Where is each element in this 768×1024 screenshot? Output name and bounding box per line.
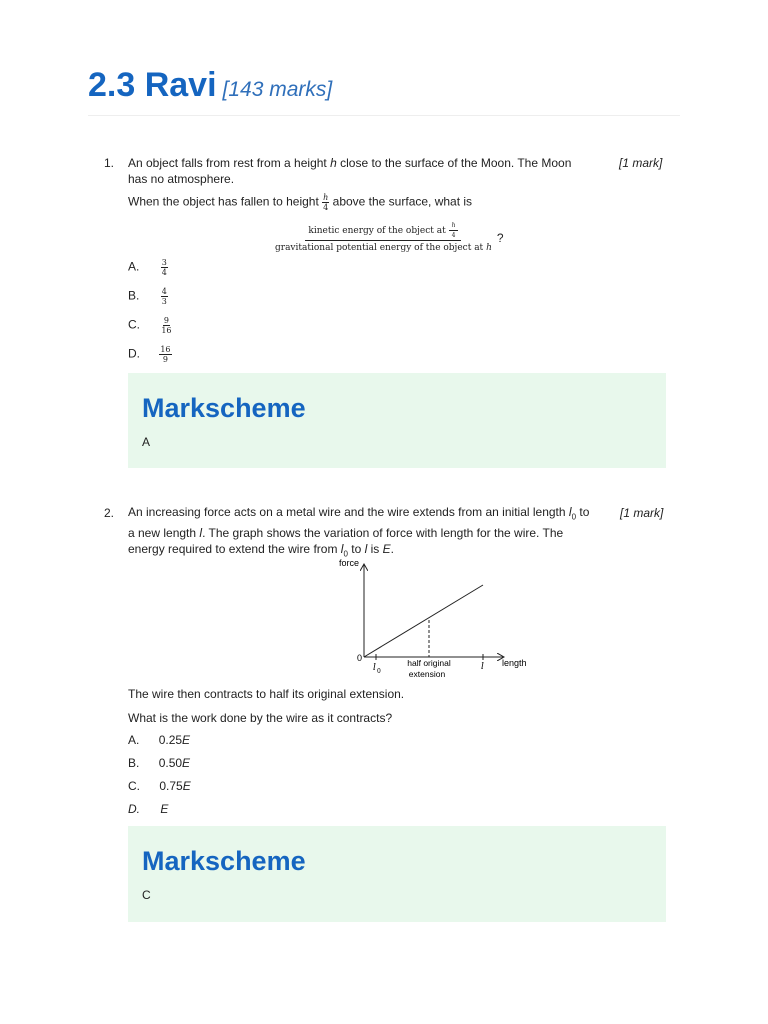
option-value: 0.75: [159, 779, 183, 793]
q2-l0: l: [568, 505, 572, 519]
option-letter: C.: [128, 317, 140, 332]
q2-mark: [1 mark]: [620, 506, 664, 520]
q2-to: to: [579, 505, 590, 519]
q2-after1: The wire then contracts to half its original extension.: [128, 687, 405, 701]
option-letter: B.: [128, 756, 140, 770]
option-value: 0.25: [158, 733, 183, 747]
q2-line2a: a new length: [128, 526, 197, 541]
q1-option-a[interactable]: [128, 258, 168, 277]
q2-line3-l: l: [364, 542, 368, 557]
ratio-question-mark: ?: [496, 231, 504, 245]
q2-option-a[interactable]: [128, 733, 190, 747]
markscheme-answer: A: [142, 435, 151, 449]
l-label: l: [481, 662, 484, 672]
header-divider: [88, 115, 680, 116]
frac-den: 16: [161, 326, 172, 335]
frac-den: 9: [162, 355, 168, 364]
q2-l0-sub: 0: [571, 512, 577, 522]
total-marks: [143 marks]: [222, 78, 333, 101]
markscheme-answer: C: [142, 888, 151, 902]
option-e: E: [182, 733, 191, 747]
q2-line3-to: to: [351, 542, 362, 557]
q1-option-d[interactable]: [128, 345, 172, 364]
q2-line3a: energy required to extend the wire from: [128, 542, 338, 557]
frac-num: 9: [163, 316, 169, 325]
markscheme-box-2: [128, 826, 666, 922]
q1-prompt: [128, 193, 472, 212]
q2-after2: What is the work done by the wire as it contracts?: [128, 711, 393, 725]
q2-line3-end: .: [390, 542, 395, 557]
q2-number: 2.: [104, 506, 115, 520]
q2-line3-e: E: [382, 542, 391, 557]
option-frac: [160, 316, 172, 335]
option-e: E: [182, 779, 191, 793]
frac-num: h: [323, 193, 329, 202]
option-letter: D.: [128, 346, 140, 361]
option-frac: [161, 258, 168, 277]
page-title: [88, 66, 332, 105]
q1-line2: has no atmosphere.: [128, 172, 235, 186]
q2-option-d[interactable]: [128, 802, 168, 816]
q1-line1: An object falls from rest from a height: [128, 156, 327, 170]
q2-line3-sub: 0: [343, 549, 348, 559]
option-frac: [159, 345, 171, 364]
option-letter: C.: [128, 779, 140, 793]
q1-number: 1.: [104, 156, 115, 170]
q1-option-c[interactable]: [128, 316, 173, 335]
q2-option-c[interactable]: [128, 779, 191, 793]
frac-den: 4: [323, 203, 329, 212]
markscheme-title: Markscheme: [142, 846, 306, 876]
q2-option-b[interactable]: [128, 756, 190, 770]
half-extension-label-1: half original: [407, 658, 451, 668]
title-text: 2.3 Ravi: [88, 66, 217, 104]
q1-stem: [128, 155, 613, 187]
option-letter: A.: [128, 259, 140, 274]
option-letter: A.: [128, 733, 140, 747]
q1-prompt-a: When the object has fallen to height: [128, 194, 319, 209]
ratio-num-text: kinetic energy of the object at: [308, 226, 446, 236]
q1-prompt-frac: [322, 193, 329, 212]
markscheme-box-1: [128, 373, 666, 468]
l0-subscript: 0: [377, 668, 381, 675]
q1-ratio: [272, 222, 504, 254]
l0-label: l: [373, 663, 376, 673]
option-value: 0.50: [158, 756, 183, 770]
frac-num: 4: [161, 287, 167, 296]
ratio-num-frac: [449, 222, 459, 239]
option-e: E: [160, 802, 169, 816]
frac-num: h: [449, 222, 459, 231]
frac-den: 4: [161, 268, 167, 277]
q2-line3-is: is: [370, 542, 380, 557]
q1-option-b[interactable]: [128, 287, 168, 306]
frac-den: 3: [161, 297, 167, 306]
q2-line2b: . The graph shows the variation of force with length for the wire. The: [202, 526, 564, 541]
markscheme-title: Markscheme: [142, 393, 306, 423]
frac-den: 4: [451, 232, 456, 239]
ratio-denominator: [272, 241, 495, 254]
ratio-den-text: gravitational potential energy of the object at: [275, 243, 484, 253]
force-length-graph: [336, 553, 536, 683]
x-axis-label: length: [502, 658, 527, 668]
q2-line1: An increasing force acts on a metal wire and the wire extends from an initial length: [128, 505, 566, 519]
ratio-numerator: [305, 222, 461, 241]
ratio-fraction: [272, 222, 495, 254]
q1-prompt-b: above the surface, what is: [332, 194, 473, 209]
half-extension-label-2: extension: [408, 669, 446, 679]
q1-mark: [1 mark]: [619, 156, 663, 170]
frac-num: 3: [161, 258, 167, 267]
option-frac: [161, 287, 168, 306]
q2-line3-l0: l: [340, 542, 344, 557]
force-line: [364, 585, 483, 657]
q1-line1b: close to the surface of the Moon. The Moon: [340, 156, 572, 170]
q2-l: l: [199, 526, 203, 541]
option-letter: B.: [128, 288, 140, 303]
q1-h: h: [330, 156, 337, 170]
ratio-den-h: h: [486, 243, 492, 253]
option-e: E: [182, 756, 191, 770]
y-axis-label: force: [339, 558, 360, 568]
option-letter: D.: [128, 802, 140, 816]
origin-label: 0: [357, 653, 363, 663]
frac-num: 16: [160, 345, 171, 354]
